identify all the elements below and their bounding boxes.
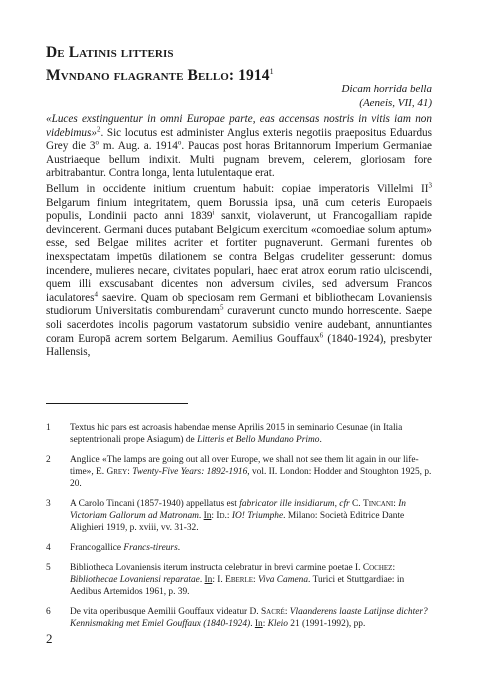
footnote-separator xyxy=(46,403,188,404)
footnote-ref-5[interactable]: 5 xyxy=(220,303,224,312)
footnote-1: 1 Textus hic pars est acroasis habendae mense Aprilis 2015 in seminario Cesunae (in Italia septentrionali prope Asiagum) de Litteris et Bello Mundano Primo. xyxy=(46,423,403,445)
paragraph-2: Bellum in occidente initium cruentum habuit: copiae imperatoris Villelmi $II^3$ Belgarum finium integritatem, quem Borussia ipsa, unā cum ceteris Europaeis populis, Londinii pacto anni 1839$^i$ sanxit, violaverunt, ut Francogalliam rapide devincerent. Germani duces putabant Belgicum exercitum «comoediae solum aptum» esse, sed Belgae milites acriter et fortiter pugnaverunt. Germani furentes ob inexspectatam impetūs dilationem se contra Belgas crudeliter gesserunt: domus incendere, mulieres necare, civitates populari, haec erat atrox eorum ratio ulciscendi, quem illi exscusabant dicentes non adversum civiles, sed adversum Francos iaculatores$^4$ saevire. Quam ob speciosam rem Germani et bibliothecam Lovaniensis studiorum Universitatis comburendam$^5$ curaverunt cuncto mundo horrescente. Saepe soli sacerdotes incolis pagorum vastatorum subsidio venire audebant, annuntiantes coram Europā acrem sortem Belgarum. Aemilius Gouffaux$^6$ (1840-1924), presbyter Hallensis, xyxy=(46,181,433,359)
footnote-2: 2 Anglice «The lamps are going out all over Europe, we shall not see them lit again in our life-time», E. Grey: Twenty-Five Years: 1892-1916, vol. II. London: Hodder and Stoughton 1925, p. 20. xyxy=(46,455,432,489)
body-text xyxy=(46,113,432,362)
footnote-4: 4 Francogallice Francs-tireurs. xyxy=(46,543,181,553)
footnote-5: 5 Bibliotheca Lovaniensis iterum instructa celebratur in brevi carmine poetae I. Cochez: Bibliothecae Lovaniensi reparatae. In: I. Eberle: Viva Camena. Turici et Stuttgardiae: in Aedibus Artemidos 1961, p. 39. xyxy=(46,563,405,597)
footnote-ref-2[interactable]: 2 xyxy=(96,124,101,133)
opening-quote: «Luces exstinguentur in omni Europae parte, eas accensas nostris in vitis iam non videbimus» xyxy=(46,113,432,139)
page-number: 2 xyxy=(46,631,53,646)
footnote-ref-4[interactable]: 4 xyxy=(94,289,98,298)
epigraph-quote: Dicam horrida bella xyxy=(341,83,432,95)
epigraph xyxy=(342,83,432,110)
footnotes xyxy=(46,422,432,638)
footnote-ref-6[interactable]: 6 xyxy=(319,330,324,339)
epigraph-source: (Aeneis, VII, 41) xyxy=(359,96,432,109)
footnote-ref-1[interactable]: 1 xyxy=(269,67,274,76)
footnote-ref-3[interactable]: 3 xyxy=(428,181,432,190)
title-line-1: De Latinis litteris xyxy=(46,44,174,61)
footnote-6: 6 De vita operibusque Aemilii Gouffaux videatur D. Sacré: Vlaanderens laaste Latijnse dichter? Kennismaking met Emiel Gouffaux (1840-1924). In: Kleio 21 (1991-1992), pp. xyxy=(46,607,428,629)
title-line-2: Mvndano flagrante Bello: 1914$^1$ xyxy=(46,67,274,85)
paragraph-1: «Luces exstinguentur in omni Europae parte, eas accensas nostris in vitis iam non videbimus»$^2$. Sic locutus est administer Anglus exteris negotiis praepositus Eduardus Grey die 3$^o$ m. Aug. a. 1914$^o$. Paucas post horas Britannorum Imperium Germaniae Austriaeque bellum indixit. Multi pugnam brevem, celerem, gloriosam fore arbitrabantur. Contra longa, lenta lutulentaque erat. xyxy=(46,113,432,180)
chapter-title xyxy=(46,43,274,85)
footnote-3: 3 A Carolo Tincani (1857-1940) appellatus est fabricator ille insidiarum, cfr C. Tincani: In Victoriam Gallorum ad Matronam. In: Id.: IO! Triumphe. Milano: Società Editrice Dante Alighieri 1919, p. xviii, vv. 31-32. xyxy=(46,499,406,533)
